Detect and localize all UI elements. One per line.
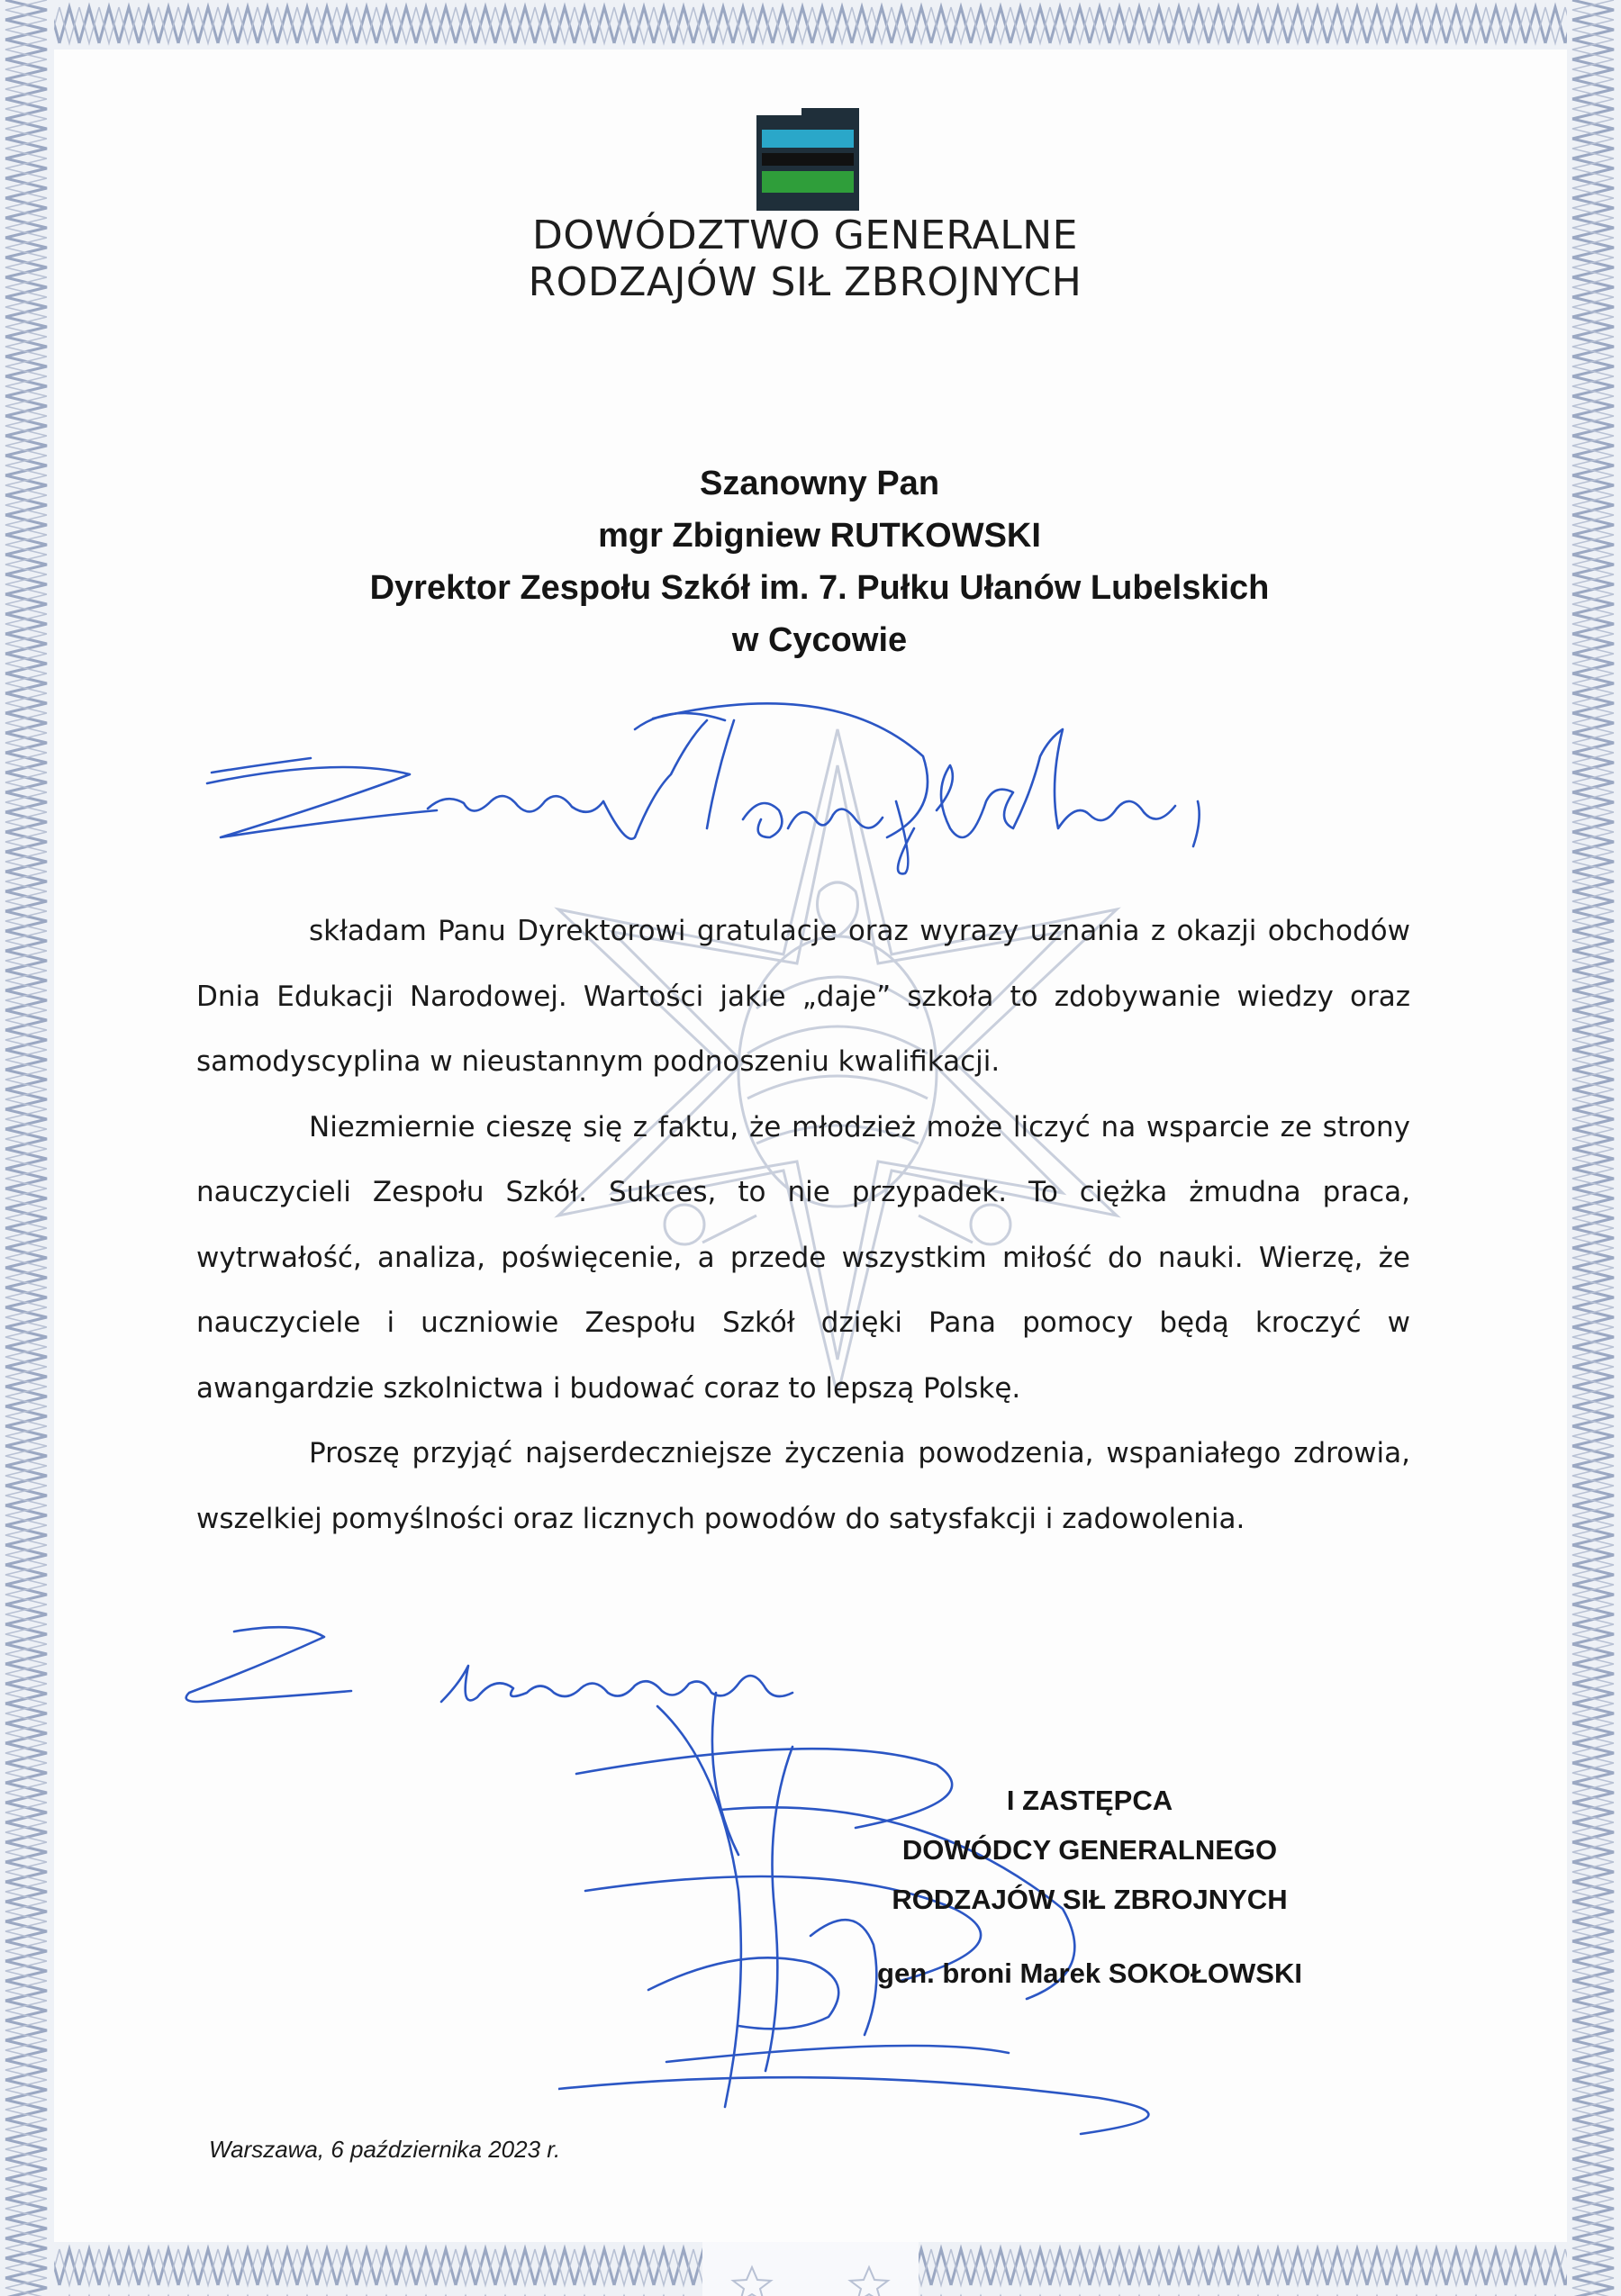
signatory-title-line-1: I ZASTĘPCA — [1006, 1785, 1173, 1816]
body-paragraph-3: Proszę przyjąć najserdeczniejsze życzenia powodzenia, wspaniałego zdrowia, wszelkiej pomyślności oraz licznych powodów do satysfakcji i zadowolenia. — [196, 1437, 1410, 1535]
signatory-title-line-2: DOWÓDCY GENERALNEGO — [901, 1834, 1278, 1866]
body-paragraph-2: Niezmiernie cieszę się z faktu, że młodzież może liczyć na wsparcie ze strony nauczycieli Zespołu Szkół. Sukces, to nie przypadek. To ciężka żmudna praca, wytrwałość, analiza, poświęcenie, a przede wszystkim miłość do nauki. Wierzę, że nauczyciele i uczniowie Zespołu Szkół dzięki Pana pomocy będą kroczyć w awangardzie szkolnictwa i budować coraz to lepszą Polskę. — [196, 1110, 1410, 1405]
signatory-title-line-3: RODZAJÓW SIŁ ZBROJNYCH — [892, 1884, 1288, 1915]
handwritten-salutation — [203, 702, 1382, 882]
letter-body — [196, 899, 1410, 1551]
recipient-position: Dyrektor Zespołu Szkół im. 7. Pułku Ułanów Lubelskich — [369, 569, 1270, 607]
frame-left-border — [0, 0, 54, 2296]
signatory-name: gen. broni Marek SOKOŁOWSKI — [877, 1957, 1302, 1989]
place-and-date: Warszawa, 6 października 2023 r. — [209, 2136, 561, 2163]
recipient-name: mgr Zbigniew RUTKOWSKI — [598, 517, 1041, 555]
signatory-block — [810, 1776, 1369, 1998]
frame-bottom-border — [0, 2242, 1621, 2296]
body-paragraph-1: składam Panu Dyrektorowi gratulacje oraz wyrazy uznania z okazji obchodów Dnia Edukacji Narodowej. Wartości jakie „daje” szkoła to zdobywanie wiedzy oraz samodyscyplina w nieustannym podnoszeniu kwalifikacji. — [196, 915, 1410, 1078]
dgrsz-logo — [755, 106, 861, 212]
recipient-location: w Cycowie — [731, 621, 908, 659]
frame-top-border — [0, 0, 1621, 50]
org-name-line-2: RODZAJÓW SIŁ ZBROJNYCH — [528, 259, 1082, 305]
recipient-salutation: Szanowny Pan — [699, 465, 940, 502]
recipient-block — [0, 457, 1621, 666]
organization-name — [0, 212, 1621, 306]
org-name-line-1: DOWÓDZTWO GENERALNE — [532, 212, 1078, 258]
frame-right-border — [1567, 0, 1621, 2296]
